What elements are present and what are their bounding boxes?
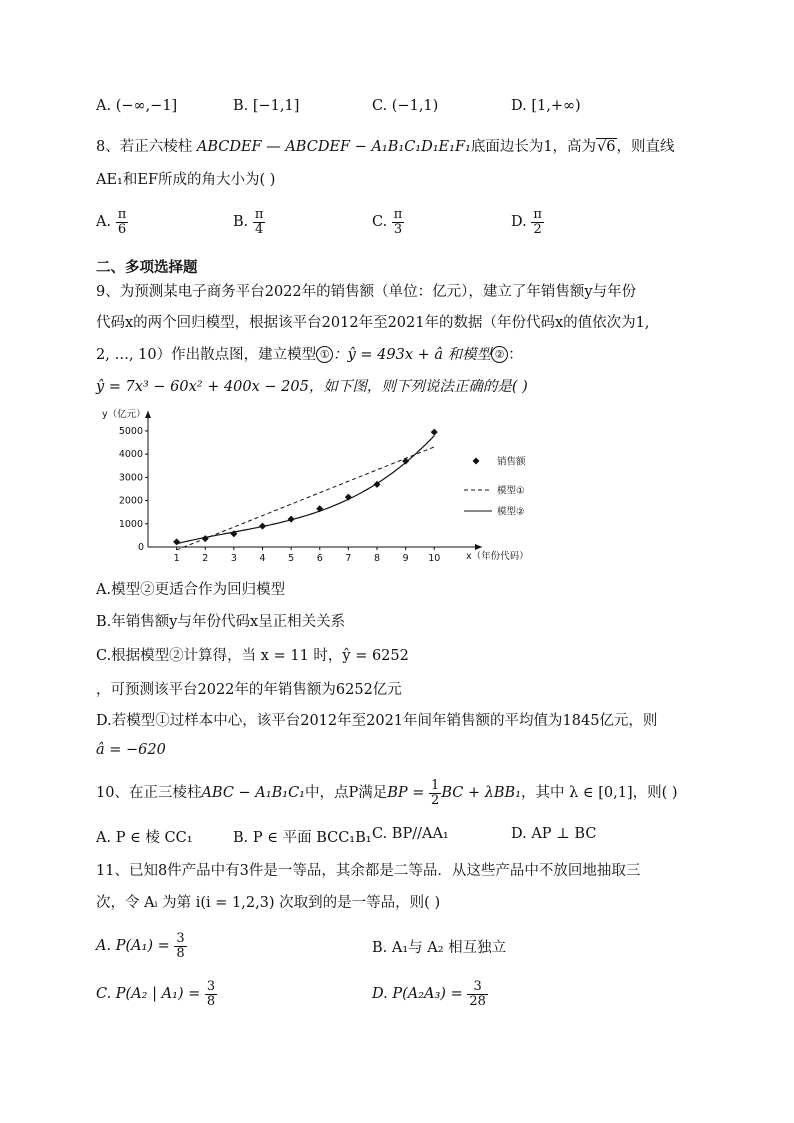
- x-tick-label: 2: [202, 553, 209, 563]
- q11-option-a-fraction: [174, 932, 186, 960]
- q10-option-d: D. AP ⊥ BC: [511, 826, 597, 842]
- q8-option-d: [511, 208, 544, 236]
- legend-marker-sales: [473, 458, 480, 465]
- q8-option-c-label: C.: [372, 214, 388, 231]
- q8-option-d-den: 2: [533, 221, 542, 237]
- q10-half-den: 2: [431, 792, 440, 808]
- y-tick-label: 2000: [118, 495, 143, 507]
- x-tick-label: 9: [402, 553, 409, 563]
- q11-option-a-num: 3: [176, 931, 185, 946]
- q8-option-a-num: π: [117, 207, 127, 222]
- y-tick-label: 3000: [118, 472, 143, 484]
- q8-option-d-fraction: [531, 208, 544, 236]
- q9-option-c-line2: ，可预测该平台2022年的年销售额为6252亿元: [96, 682, 402, 698]
- q9-line3-c: ：: [508, 347, 523, 363]
- q11-option-c-fraction: [205, 980, 217, 1008]
- sales-point: [288, 516, 295, 523]
- legend-label-model1: 模型①: [497, 485, 525, 497]
- x-tick-label: 5: [288, 553, 295, 563]
- q11-option-d: [372, 980, 488, 1008]
- q8-sqrt6: √6: [597, 139, 616, 155]
- q8-option-c: [372, 208, 404, 236]
- q9-option-d-line1: D.若模型①过样本中心，该平台2012年至2021年间年销售额的平均值为1845亿元，则: [96, 713, 658, 729]
- x-tick-label: 8: [373, 553, 381, 563]
- q11-option-d-num: 3: [467, 980, 488, 995]
- q9-line4: ŷ = 7x³ − 60x² + 400x − 205，如下图，则下列说法正确的是( ): [96, 379, 528, 395]
- section2-title: 二、多项选择题: [96, 260, 198, 276]
- q8-suffix: ，则直线: [616, 139, 675, 155]
- x-tick-label: 4: [259, 553, 266, 563]
- q11-line2: 次，令 Aᵢ 为第 i(i = 1,2,3) 次取到的是一等品，则( ): [96, 895, 441, 911]
- q8-option-c-num: π: [393, 207, 403, 222]
- q8-option-a-label: A.: [96, 214, 112, 231]
- sales-point: [173, 538, 180, 545]
- x-tick-label: 3: [230, 553, 237, 563]
- q8-option-b-fraction: [253, 208, 266, 236]
- q10-option-b: B. P ∈ 平面 BCC₁B₁: [233, 830, 372, 846]
- q11-option-a-label: A. P(A₁) =: [96, 938, 175, 955]
- x-tick-label: 10: [428, 553, 441, 563]
- origin-label: 0: [138, 542, 145, 553]
- y-axis-label: y（亿元）: [102, 409, 146, 420]
- x-axis-arrow: [475, 544, 482, 550]
- q8-option-a-fraction: [116, 208, 129, 236]
- q8-option-b: [233, 208, 265, 236]
- q10-suffix: ，其中 λ ∈ [0,1]，则( ): [521, 785, 678, 802]
- q9-line3-b: ：ŷ = 493x + â 和模型: [333, 347, 492, 363]
- q11-option-d-label: D. P(A₂A₃) =: [372, 986, 468, 1003]
- q8-option-d-label: D.: [511, 214, 527, 231]
- q11-option-c-den: 8: [206, 993, 216, 1009]
- q7-option-d: D. [1,+∞): [511, 98, 581, 114]
- q9-option-a: A.模型②更适合作为回归模型: [96, 582, 286, 598]
- x-tick-label: 1: [173, 553, 180, 563]
- model1-circle: ①: [316, 346, 333, 363]
- q7-option-a: A. (−∞,−1]: [96, 98, 178, 114]
- q9-option-d-line2: â = −620: [96, 742, 166, 758]
- q10-half-num: 1: [431, 778, 440, 793]
- q11-option-c-label: C. P(A₂ | A₁) =: [96, 986, 205, 1003]
- q10-option-c: C. BP//AA₁: [372, 826, 449, 842]
- q9-option-b: B.年销售额y与年份代码x呈正相关关系: [96, 614, 346, 630]
- q9-option-c-line1: C.根据模型②计算得，当 x = 11 时，ŷ = 6252: [96, 648, 409, 664]
- legend-label-sales: 销售额: [497, 456, 526, 468]
- q11-option-a: [96, 932, 187, 960]
- q10-prism: ABC − A₁B₁C₁: [201, 785, 305, 802]
- q8-option-c-den: 3: [393, 221, 403, 237]
- model2-curve: [177, 436, 435, 544]
- q8-line1: [96, 135, 675, 156]
- q10-vector-rest: BC + λBB₁: [441, 785, 522, 802]
- q11-line1: 11、已知8件产品中有3件是一等品，其余都是二等品．从这些产品中不放回地抽取三: [96, 863, 641, 879]
- y-tick-label: 4000: [118, 449, 143, 461]
- y-tick-label: 1000: [118, 518, 143, 530]
- q11-option-d-fraction: [467, 980, 488, 1008]
- sales-point: [316, 505, 323, 512]
- q11-option-b: B. A₁与 A₂ 相互独立: [372, 940, 507, 956]
- q10-option-a: A. P ∈ 棱 CC₁: [96, 830, 193, 846]
- q11-option-a-den: 8: [176, 945, 185, 961]
- q8-line2: AE₁和EF所成的角大小为( ): [96, 172, 276, 188]
- q8-option-b-num: π: [254, 207, 264, 222]
- q7-option-b: B. [−1,1]: [233, 98, 300, 114]
- q8-option-a-den: 6: [117, 221, 127, 237]
- q8-option-a: [96, 208, 128, 236]
- x-tick-label: 6: [316, 553, 323, 563]
- q10-vector-bp: BP =: [387, 785, 430, 802]
- q9-line3-a: 2, …, 10）作出散点图，建立模型: [96, 347, 317, 363]
- y-axis-arrow: [145, 411, 151, 418]
- q11-option-c: [96, 980, 217, 1008]
- q9-line2: 代码x的两个回归模型，根据该平台2012年至2021年的数据（年份代码x的值依次为1,: [96, 315, 650, 331]
- q8-mid: 底面边长为1，高为: [470, 139, 597, 155]
- q8-option-c-fraction: [392, 208, 405, 236]
- sales-scatter-chart: [96, 403, 556, 563]
- q8-option-b-den: 4: [255, 221, 264, 237]
- model1-dashed-line: [177, 447, 435, 550]
- model2-circle: ②: [491, 346, 508, 363]
- x-tick-label: 7: [345, 553, 352, 563]
- q8-option-d-num: π: [533, 207, 542, 222]
- sales-point: [202, 535, 209, 542]
- q9-line1: 9、为预测某电子商务平台2022年的销售额（单位：亿元），建立了年销售额y与年份: [96, 284, 637, 300]
- q10-prefix: 10、在正三棱柱: [96, 785, 202, 802]
- legend-label-model2: 模型②: [497, 506, 525, 518]
- y-tick-label: 5000: [118, 425, 143, 437]
- sales-point: [345, 494, 352, 501]
- q8-prism: ABCDEF — ABCDEF − A₁B₁C₁D₁E₁F₁: [196, 139, 471, 155]
- sales-point: [259, 523, 266, 530]
- q8-prefix: 8、若正六棱柱: [96, 139, 197, 155]
- q7-option-c: C. (−1,1): [372, 98, 439, 114]
- q10-half: [429, 779, 441, 807]
- sales-point: [431, 429, 438, 436]
- q11-option-d-den: 28: [469, 993, 486, 1009]
- sales-point: [402, 458, 409, 465]
- q10-line1: [96, 779, 678, 807]
- q11-option-c-num: 3: [206, 979, 216, 994]
- q8-option-b-label: B.: [233, 214, 249, 231]
- q9-line3: [96, 343, 523, 364]
- x-axis-label: x（年份代码）: [466, 551, 529, 562]
- q10-mid: 中，点P满足: [304, 785, 388, 802]
